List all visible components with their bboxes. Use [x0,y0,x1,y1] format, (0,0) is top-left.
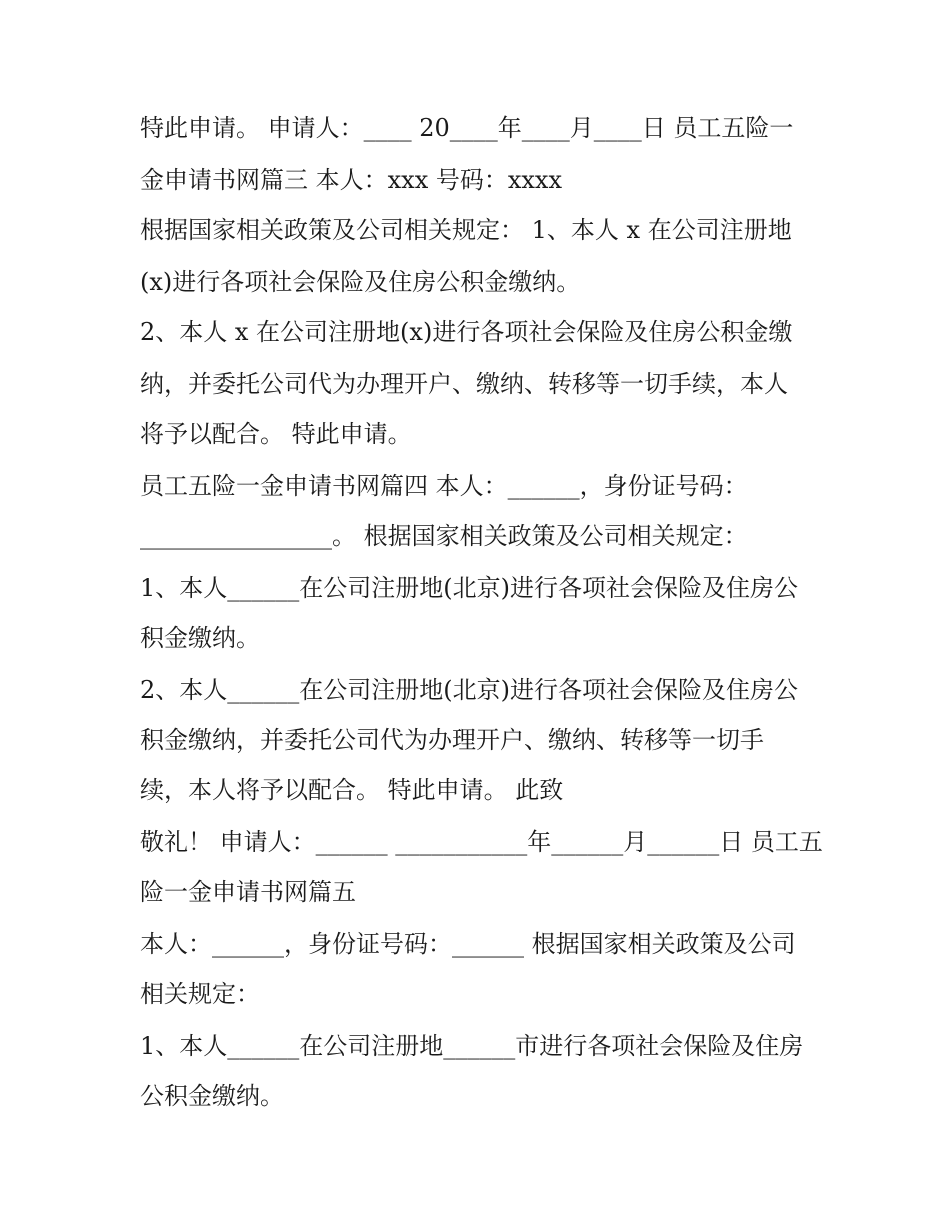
text-line-13: 积金缴纳，并委托公司代为办理开户、缴纳、转移等一切手 [140,726,764,754]
text-line-15: 敬礼！ 申请人：______ ___________年______月______日 员工五 [140,828,823,856]
text-line-8: 员工五险一金申请书网篇四 本人：______，身份证号码： [140,472,748,500]
text-line-16: 险一金申请书网篇五 [140,878,356,906]
text-line-17: 本人：______，身份证号码：______ 根据国家相关政策及公司 [140,930,796,958]
text-line-7: 将予以配合。 特此申请。 [140,420,412,448]
text-line-5: 2、本人 x 在公司注册地(x)进行各项社会保险及住房公积金缴 [140,318,793,346]
text-line-10: 1、本人______在公司注册地(北京)进行各项社会保险及住房公 [140,574,798,602]
text-line-3: 根据国家相关政策及公司相关规定： 1、本人 x 在公司注册地 [140,216,792,244]
text-line-9: ________________。 根据国家相关政策及公司相关规定： [140,522,748,550]
text-line-19: 1、本人______在公司注册地______市进行各项社会保险及住房 [140,1032,804,1060]
text-line-2: 金申请书网篇三 本人：xxx 号码：xxxx [140,166,563,194]
text-line-18: 相关规定： [140,980,260,1008]
text-line-14: 续，本人将予以配合。 特此申请。 此致 [140,776,564,804]
text-line-4: (x)进行各项社会保险及住房公积金缴纳。 [140,268,581,296]
text-line-12: 2、本人______在公司注册地(北京)进行各项社会保险及住房公 [140,676,798,704]
text-line-20: 公积金缴纳。 [140,1082,284,1110]
text-line-11: 积金缴纳。 [140,624,260,652]
text-line-1: 特此申请。 申请人：____ 20____年____月____日 员工五险一 [140,114,794,142]
text-line-6: 纳，并委托公司代为办理开户、缴纳、转移等一切手续，本人 [140,370,788,398]
